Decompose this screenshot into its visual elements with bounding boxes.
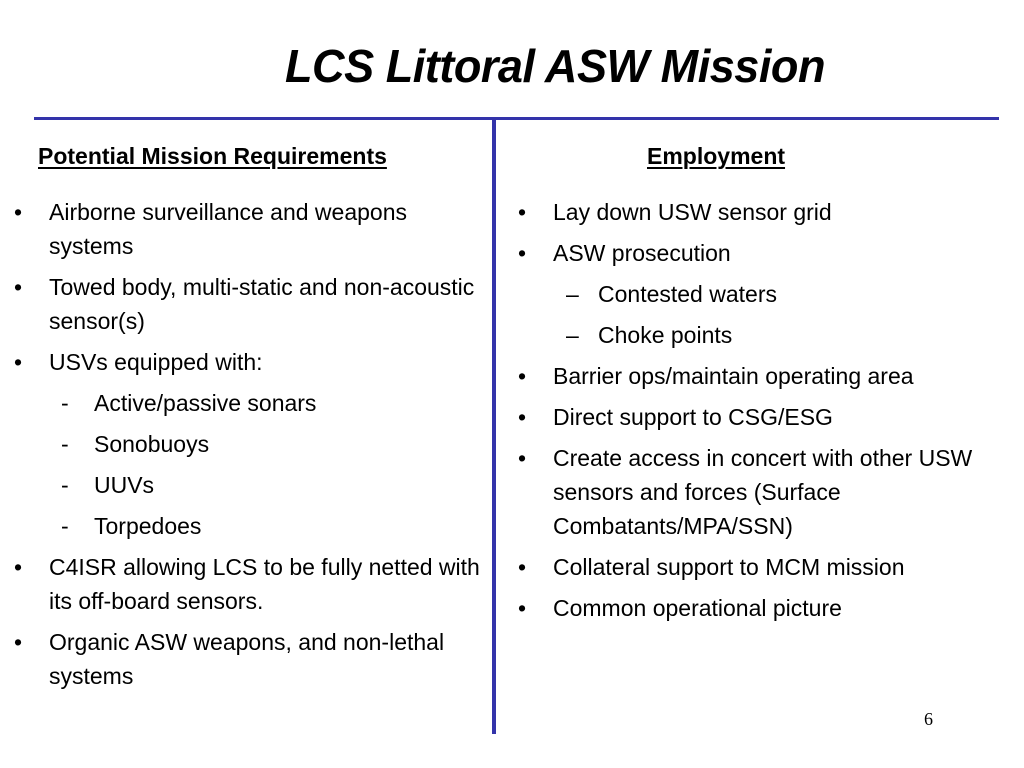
right-list-item: [516, 359, 1006, 393]
left-sub-item-text: Active/passive sonars: [94, 390, 317, 416]
right-column-heading: Employment: [647, 143, 786, 169]
left-sub-list-item: [12, 509, 492, 543]
right-list-item: [516, 441, 1006, 543]
bullet-marker: •: [14, 274, 23, 300]
bullet-marker: •: [518, 404, 527, 430]
left-item-text: Towed body, multi-static and non-acoustic sensor(s): [49, 274, 475, 334]
bullet-marker: •: [518, 595, 527, 621]
right-sub-list-item: [516, 277, 1006, 311]
bullet-marker: •: [518, 199, 527, 225]
left-sub-list-item: [12, 386, 492, 420]
right-sub-list-item: [516, 318, 1006, 352]
right-item-text: Create access in concert with other USW sensors and forces (Surface Combatants/MPA/SSN): [553, 445, 973, 539]
left-bullet-list: [12, 195, 492, 700]
left-list-item: [12, 345, 492, 379]
dash-marker: -: [61, 513, 69, 539]
title-divider: [34, 117, 999, 120]
bullet-marker: •: [518, 363, 527, 389]
right-bullet-list: [516, 195, 1006, 632]
left-item-text: Airborne surveillance and weapons systems: [49, 199, 407, 259]
right-item-text: Barrier ops/maintain operating area: [553, 363, 914, 389]
left-sub-item-text: Torpedoes: [94, 513, 202, 539]
right-list-item: [516, 236, 1006, 270]
right-list-item: [516, 195, 1006, 229]
right-list-item: [516, 550, 1006, 584]
right-item-text: Direct support to CSG/ESG: [553, 404, 833, 430]
left-sub-list-item: [12, 468, 492, 502]
bullet-marker: •: [14, 554, 23, 580]
right-sub-item-text: Contested waters: [598, 281, 777, 307]
bullet-marker: •: [14, 629, 23, 655]
en-dash-marker: –: [566, 322, 579, 348]
bullet-marker: •: [14, 349, 23, 375]
right-item-text: Collateral support to MCM mission: [553, 554, 905, 580]
bullet-marker: •: [518, 240, 527, 266]
bullet-marker: •: [14, 199, 23, 225]
dash-marker: -: [61, 431, 69, 457]
left-list-item: [12, 195, 492, 263]
left-column-heading: Potential Mission Requirements: [38, 143, 387, 169]
bullet-marker: •: [518, 554, 527, 580]
right-item-text: ASW prosecution: [553, 240, 731, 266]
dash-marker: -: [61, 472, 69, 498]
right-item-text: Common operational picture: [553, 595, 842, 621]
left-item-text: Organic ASW weapons, and non-lethal systems: [49, 629, 445, 689]
dash-marker: -: [61, 390, 69, 416]
right-list-item: [516, 591, 1006, 625]
right-sub-item-text: Choke points: [598, 322, 733, 348]
left-item-text: USVs equipped with:: [49, 349, 263, 375]
right-list-item: [516, 400, 1006, 434]
slide-title: LCS Littoral ASW Mission: [284, 40, 826, 92]
left-sub-item-text: Sonobuoys: [94, 431, 210, 457]
left-list-item: [12, 625, 492, 693]
left-item-text: C4ISR allowing LCS to be fully netted with its off-board sensors.: [49, 554, 480, 614]
column-divider: [492, 117, 496, 734]
page-number: 6: [924, 709, 933, 729]
left-sub-list-item: [12, 427, 492, 461]
right-item-text: Lay down USW sensor grid: [553, 199, 832, 225]
en-dash-marker: –: [566, 281, 579, 307]
left-list-item: [12, 270, 492, 338]
bullet-marker: •: [518, 445, 527, 471]
left-sub-item-text: UUVs: [94, 472, 155, 498]
left-list-item: [12, 550, 492, 618]
